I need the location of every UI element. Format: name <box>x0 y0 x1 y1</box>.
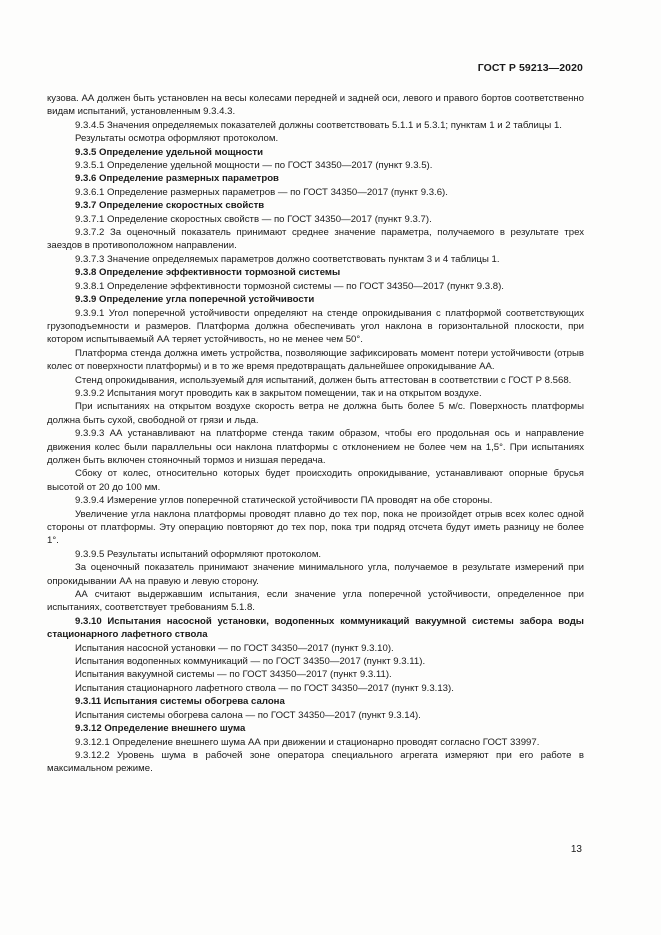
body-paragraph: При испытаниях на открытом воздухе скорость ветра не должна быть более 5 м/с. Поверхность платформы должна быть сухой, свободной от грязи и льда. <box>47 401 584 426</box>
body-paragraph: Испытания насосной установки — по ГОСТ 34350—2017 (пункт 9.3.10). <box>75 642 394 654</box>
section-heading: 9.3.8 Определение эффективности тормозной системы <box>75 267 341 279</box>
body-paragraph: 9.3.7.1 Определение скоростных свойств — по ГОСТ 34350—2017 (пункт 9.3.7). <box>75 213 432 225</box>
body-paragraph: АА считают выдержавшим испытания, если значение угла поперечной устойчивости, определенное при испытаниях, соответствует требованиям 5.1.8. <box>47 589 584 614</box>
body-paragraph: 9.3.12.2 Уровень шума в рабочей зоне оператора специального агрегата измеряют при его работе в максимальном режиме. <box>47 749 584 775</box>
body-paragraph: 9.3.5.1 Определение удельной мощности — по ГОСТ 34350—2017 (пункт 9.3.5). <box>75 160 433 172</box>
body-paragraph: Платформа стенда должна иметь устройства, позволяющие зафиксировать момент потери устойчивости (отрыв колес от поверхности платформы) и в то же время предотвращать дальнейшее опрокидывание АА. <box>47 347 584 373</box>
section-heading: 9.3.5 Определение удельной мощности <box>75 146 263 158</box>
document-body <box>47 92 584 776</box>
body-paragraph: 9.3.12.1 Определение внешнего шума АА при движении и стационарно проводят согласно ГОСТ 33997. <box>75 736 540 748</box>
section-heading: 9.3.6 Определение размерных параметров <box>75 173 279 185</box>
section-heading: 9.3.10 Испытания насосной установки, водопенных коммуникаций вакуумной системы забора воды стационарного лафетного ствола <box>47 615 584 641</box>
body-paragraph: 9.3.7.3 Значение определяемых параметров должно соответствовать пунктам 3 и 4 таблицы 1. <box>75 253 500 265</box>
section-heading: 9.3.11 Испытания системы обогрева салона <box>75 696 285 708</box>
section-heading: 9.3.9 Определение угла поперечной устойчивости <box>75 294 315 306</box>
body-paragraph: 9.3.9.1 Угол поперечной устойчивости определяют на стенде опрокидывания с платформой соответствующих грузоподъемности и размеров. Платформа должна обеспечивать угол наклона в горизонтальной плоскости, при котором испытываемый АА теряет устойчивость, но не менее чем 50°. <box>47 307 584 346</box>
page-number: 13 <box>570 844 582 855</box>
body-paragraph: Результаты осмотра оформляют протоколом. <box>75 133 279 145</box>
body-paragraph: 9.3.9.2 Испытания могут проводить как в закрытом помещении, так и на открытом воздухе. <box>75 387 482 399</box>
body-paragraph: 9.3.9.5 Результаты испытаний оформляют протоколом. <box>75 548 322 560</box>
body-paragraph: За оценочный показатель принимают значение минимального угла, получаемое в результате измерений при опрокидывании АА на правую и левую сторону. <box>47 562 584 587</box>
body-paragraph: Испытания системы обогрева салона — по ГОСТ 34350—2017 (пункт 9.3.14). <box>75 709 421 721</box>
body-paragraph: Стенд опрокидывания, используемый для испытаний, должен быть аттестован в соответствии с ГОСТ Р 8.568. <box>75 374 572 386</box>
body-paragraph: Испытания водопенных коммуникаций — по ГОСТ 34350—2017 (пункт 9.3.11). <box>75 656 426 668</box>
standard-header: ГОСТ Р 59213—2020 <box>477 62 583 74</box>
body-paragraph: 9.3.7.2 За оценочный показатель принимают среднее значение параметра, получаемого в результате трех заездов в противоположном направлении. <box>47 227 584 252</box>
body-paragraph: 9.3.9.3 АА устанавливают на платформе стенда таким образом, чтобы его продольная ось и направление движения колес были параллельны оси наклона платформы с отклонением не более чем на 1,5°. При испытаниях должен быть включен стояночный тормоз и низшая передача. <box>47 428 584 466</box>
section-heading: 9.3.7 Определение скоростных свойств <box>75 200 265 212</box>
body-paragraph: 9.3.9.4 Измерение углов поперечной статической устойчивости ПА проводят на обе стороны. <box>75 495 493 507</box>
body-paragraph: 9.3.6.1 Определение размерных параметров — по ГОСТ 34350—2017 (пункт 9.3.6). <box>75 186 448 198</box>
body-paragraph: 9.3.4.5 Значения определяемых показателей должны соответствовать 5.1.1 и 5.3.1; пунктам 1 и 2 таблицы 1. <box>75 119 562 131</box>
body-paragraph: 9.3.8.1 Определение эффективности тормозной системы — по ГОСТ 34350—2017 (пункт 9.3.8). <box>75 280 504 292</box>
body-paragraph: Испытания вакуумной системы — по ГОСТ 34350—2017 (пункт 9.3.11). <box>75 669 392 681</box>
body-paragraph: Сбоку от колес, относительно которых будет происходить опрокидывание, устанавливают опорные брусья высотой от 20 до 100 мм. <box>47 468 584 493</box>
body-paragraph: Увеличение угла наклона платформы проводят плавно до тех пор, пока не произойдет отрыв всех колес одной стороны от платформы. Эту операцию повторяют до тех пор, пока три подряд отсчета будут иметь разницу не более 1°. <box>47 508 584 547</box>
section-heading: 9.3.12 Определение внешнего шума <box>75 723 246 735</box>
body-paragraph: кузова. АА должен быть установлен на весы колесами передней и задней оси, левого и правого бортов соответственно видам испытаний, установленным 9.3.4.3. <box>47 93 584 118</box>
body-paragraph: Испытания стационарного лафетного ствола — по ГОСТ 34350—2017 (пункт 9.3.13). <box>75 682 454 694</box>
